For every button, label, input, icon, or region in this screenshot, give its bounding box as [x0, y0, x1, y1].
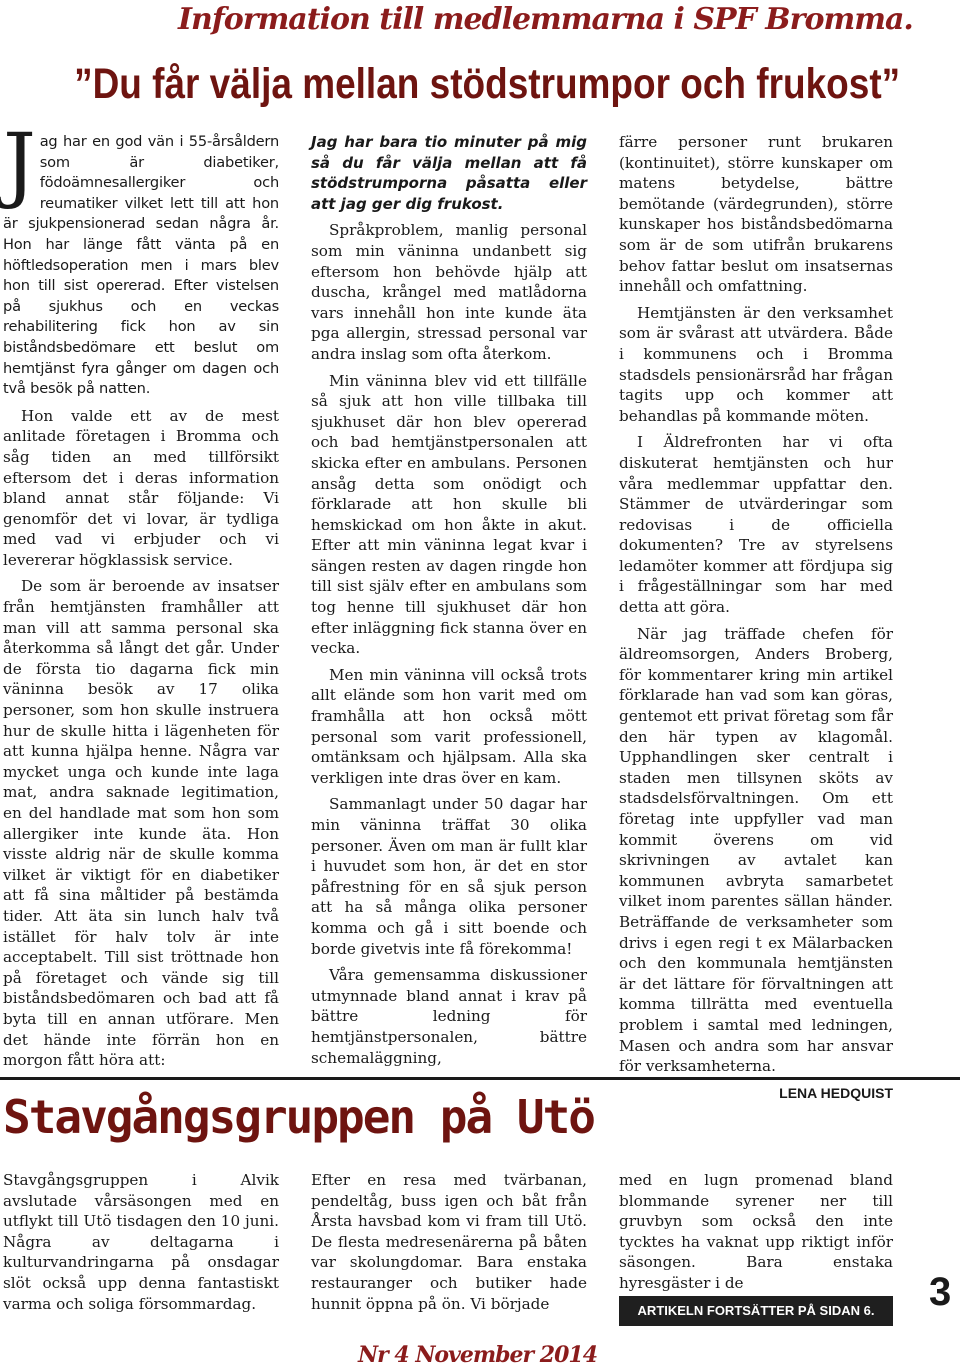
paragraph: När jag träffade chefen för äldreomsorgen, Anders Broberg, för kommentarer kring min artikel förklarade han vad som kan göras, gentemot ett privat företag som får den här typen av klagomål. Upphandlingen sker centralt i staden men tillsynen sköts av stadsdelsförvaltningen. Om ett företag inte uppfyller vad man kommit överens om vid skrivningen av avtalet kan kommunen avbryta samarbetet vilket inom parentes sällan händer. Beträffande de verksamheter som drivs i egen regi t ex Mälarbacken och den kommunala hemtjänsten är det lättare för förvaltningen att komma tillrätta med eventuella problem i samtal med ledningen, Masen och andra som har ansvar för verksamheterna.: [619, 624, 893, 1076]
section-divider: [0, 1077, 960, 1080]
paragraph: med en lugn promenad bland blommande syrener ner till gruvbyn som också den inte tycktes ha vaknat upp riktigt inför säsongen. Bara enstaka hyresgäster i de: [619, 1171, 893, 1292]
paragraph: färre personer runt brukaren (kontinuitet), större kunskaper om matens betydelse, bättre bemötande (värdegrunden), större kunskaper hos biståndsbedömarna som är de som utifrån brukarens behov fattar beslut om insatsernas innehåll och omfattning.: [619, 133, 893, 296]
continue-banner[interactable]: ARTIKELN FORTSÄTTER PÅ SIDAN 6.: [619, 1296, 893, 1326]
paragraph: Stavgångsgruppen i Alvik avslutade vårsäsongen med en utflykt till Utö tisdagen den 10 juni. Några av deltagarna i kulturvandringarna på onsdagar slöt också upp denna fantastiskt varma och soliga försommardag.: [3, 1171, 279, 1313]
newsletter-header: Information till medlemmarna i SPF Bromma.: [178, 2, 913, 37]
section2-column-1: [3, 1170, 279, 1314]
section2-column-2: [311, 1170, 587, 1314]
article-headline: ”Du får välja mellan stödstrumpor och frukost”: [74, 60, 901, 108]
section-heading: Stavgångsgruppen på Utö: [3, 1090, 594, 1144]
section2-column-3: [619, 1170, 893, 1294]
article-lead: [3, 117, 279, 400]
paragraph: Min väninna blev vid ett tillfälle så sjuk att hon ville tillbaka till sjukhuset där hon blev opererad och bad hemtjänstpersonalen att skicka efter en ambulans. Personen ansåg detta som onödigt och förklarade att hon skulle bli hemskickad om hon åkte in akut. Efter att min väninna legat kvar i sängen resten av dagen ringde hon till sist själv efter en ambulans som tog henne till sjukhuset där hon efter inläggning fick stanna över en vecka.: [311, 371, 587, 658]
lead-text: ag har en god vän i 55-årsåldern som är diabetiker, födoämnesallergiker och reumatiker vilket lett till att hon är sjukpensionerad sedan några år. Hon har länge fått vänta på en höftledsoperation men i mars blev hon till sist opererad. Efter vistelsen på sjukhus och en veckas rehabilitering fick hon av sin biståndsbedömare ett beslut om hemtjänst fyra gånger om dagen och två besök på natten.: [3, 133, 279, 398]
author-signature: LENA HEDQUIST: [779, 1084, 893, 1101]
paragraph: Efter en resa med tvärbanan, pendeltåg, buss igen och båt från Årsta havsbad kom vi fram till Utö. De flesta medresenärerna på båten var skolungdomar. Bara enstaka restauranger och butiker hade hunnit öppna på ön. Vi började: [311, 1171, 587, 1313]
article-column-2: [311, 132, 587, 1074]
drop-cap: J: [3, 117, 36, 212]
paragraph: Språkproblem, manlig personal som min väninna undanbett sig eftersom hon behövde hjälp att duscha, krångel med matlådorna vars innehåll hon inte kunde äta pga allergin, stressad personal var andra inslag som ofta återkom.: [311, 221, 587, 363]
paragraph: De som är beroende av insatser från hemtjänsten framhåller att man vill att samma personal ska återkomma så långt det går. Under de första tio dagarna fick min väninna besök av 17 olika personer, som hon skulle instruera hur de skulle hitta i lägenheten för att kunna hjälpa henne. Några var mycket unga och kunde inte laga mat, andra saknade legitimation, en del handlade mat som hon som allergiker inte kunde äta. Hon visste aldrig när de skulle komma vilket är viktigt för en diabetiker att få sina måltider på bestämda tider. Att äta sin lunch halv två istället för halv tolv är inte acceptabelt. Till sist tröttnade hon på företaget och vände sig till biståndsbedömaren och bad att få byta till en annan utförare. Men det hände inte förrän hon en morgon fått höra att:: [3, 577, 279, 1070]
quote-intro: Jag har bara tio minuter på mig så du får välja mellan att få stödstrumporna påsatta eller att jag ger dig frukost.: [311, 133, 587, 213]
paragraph: I Äldrefronten har vi ofta diskuterat hemtjänsten och hur våra medlemmar uppfattar den. Stämmer de utvärderingar som redovisas i de officiella dokumenten? Tre av styrelsens ledamöter kommer att fördjupa sig i frågeställningar som har med detta att göra.: [619, 433, 893, 617]
paragraph: Hon valde ett av de mest anlitade företagen i Bromma och såg tiden an med tillförsikt eftersom det i deras information bland annat står följande: Vi genomför det vi lovar, är tydliga med vad vi erbjuder och vi levererar högklassisk service.: [3, 406, 279, 569]
article-column-1: [3, 117, 279, 1077]
issue-footer: Nr 4 November 2014: [358, 1342, 598, 1368]
paragraph: Hemtjänsten är den verksamhet som är svårast att utvärdera. Både i kommunens och i Bromma stadsdels pensionärsråd har frågan tagits upp och kommer att behandlas på kommande möten.: [619, 303, 893, 425]
paragraph: Men min väninna vill också trots allt elände som hon varit med om framhålla att hon också mött personal som varit professionell, omtänksam och hjälpsam. Alla ska verkligen inte dras över en kam.: [311, 665, 587, 787]
page-number: 3: [929, 1270, 952, 1314]
article-column-3: [619, 132, 893, 1103]
paragraph: Våra gemensamma diskussioner utmynnade bland annat i krav på bättre ledning för hemtjänstpersonalen, bättre schemaläggning,: [311, 966, 587, 1067]
paragraph: Sammanlagt under 50 dagar har min väninna träffat 30 olika personer. Även om man är fullt klar i huvudet som hon, är det en stor påfrestning för en så sjuk person att ha så många olika personer komma och gå i sitt boende och borde givetvis inte få förekomma!: [311, 795, 587, 958]
